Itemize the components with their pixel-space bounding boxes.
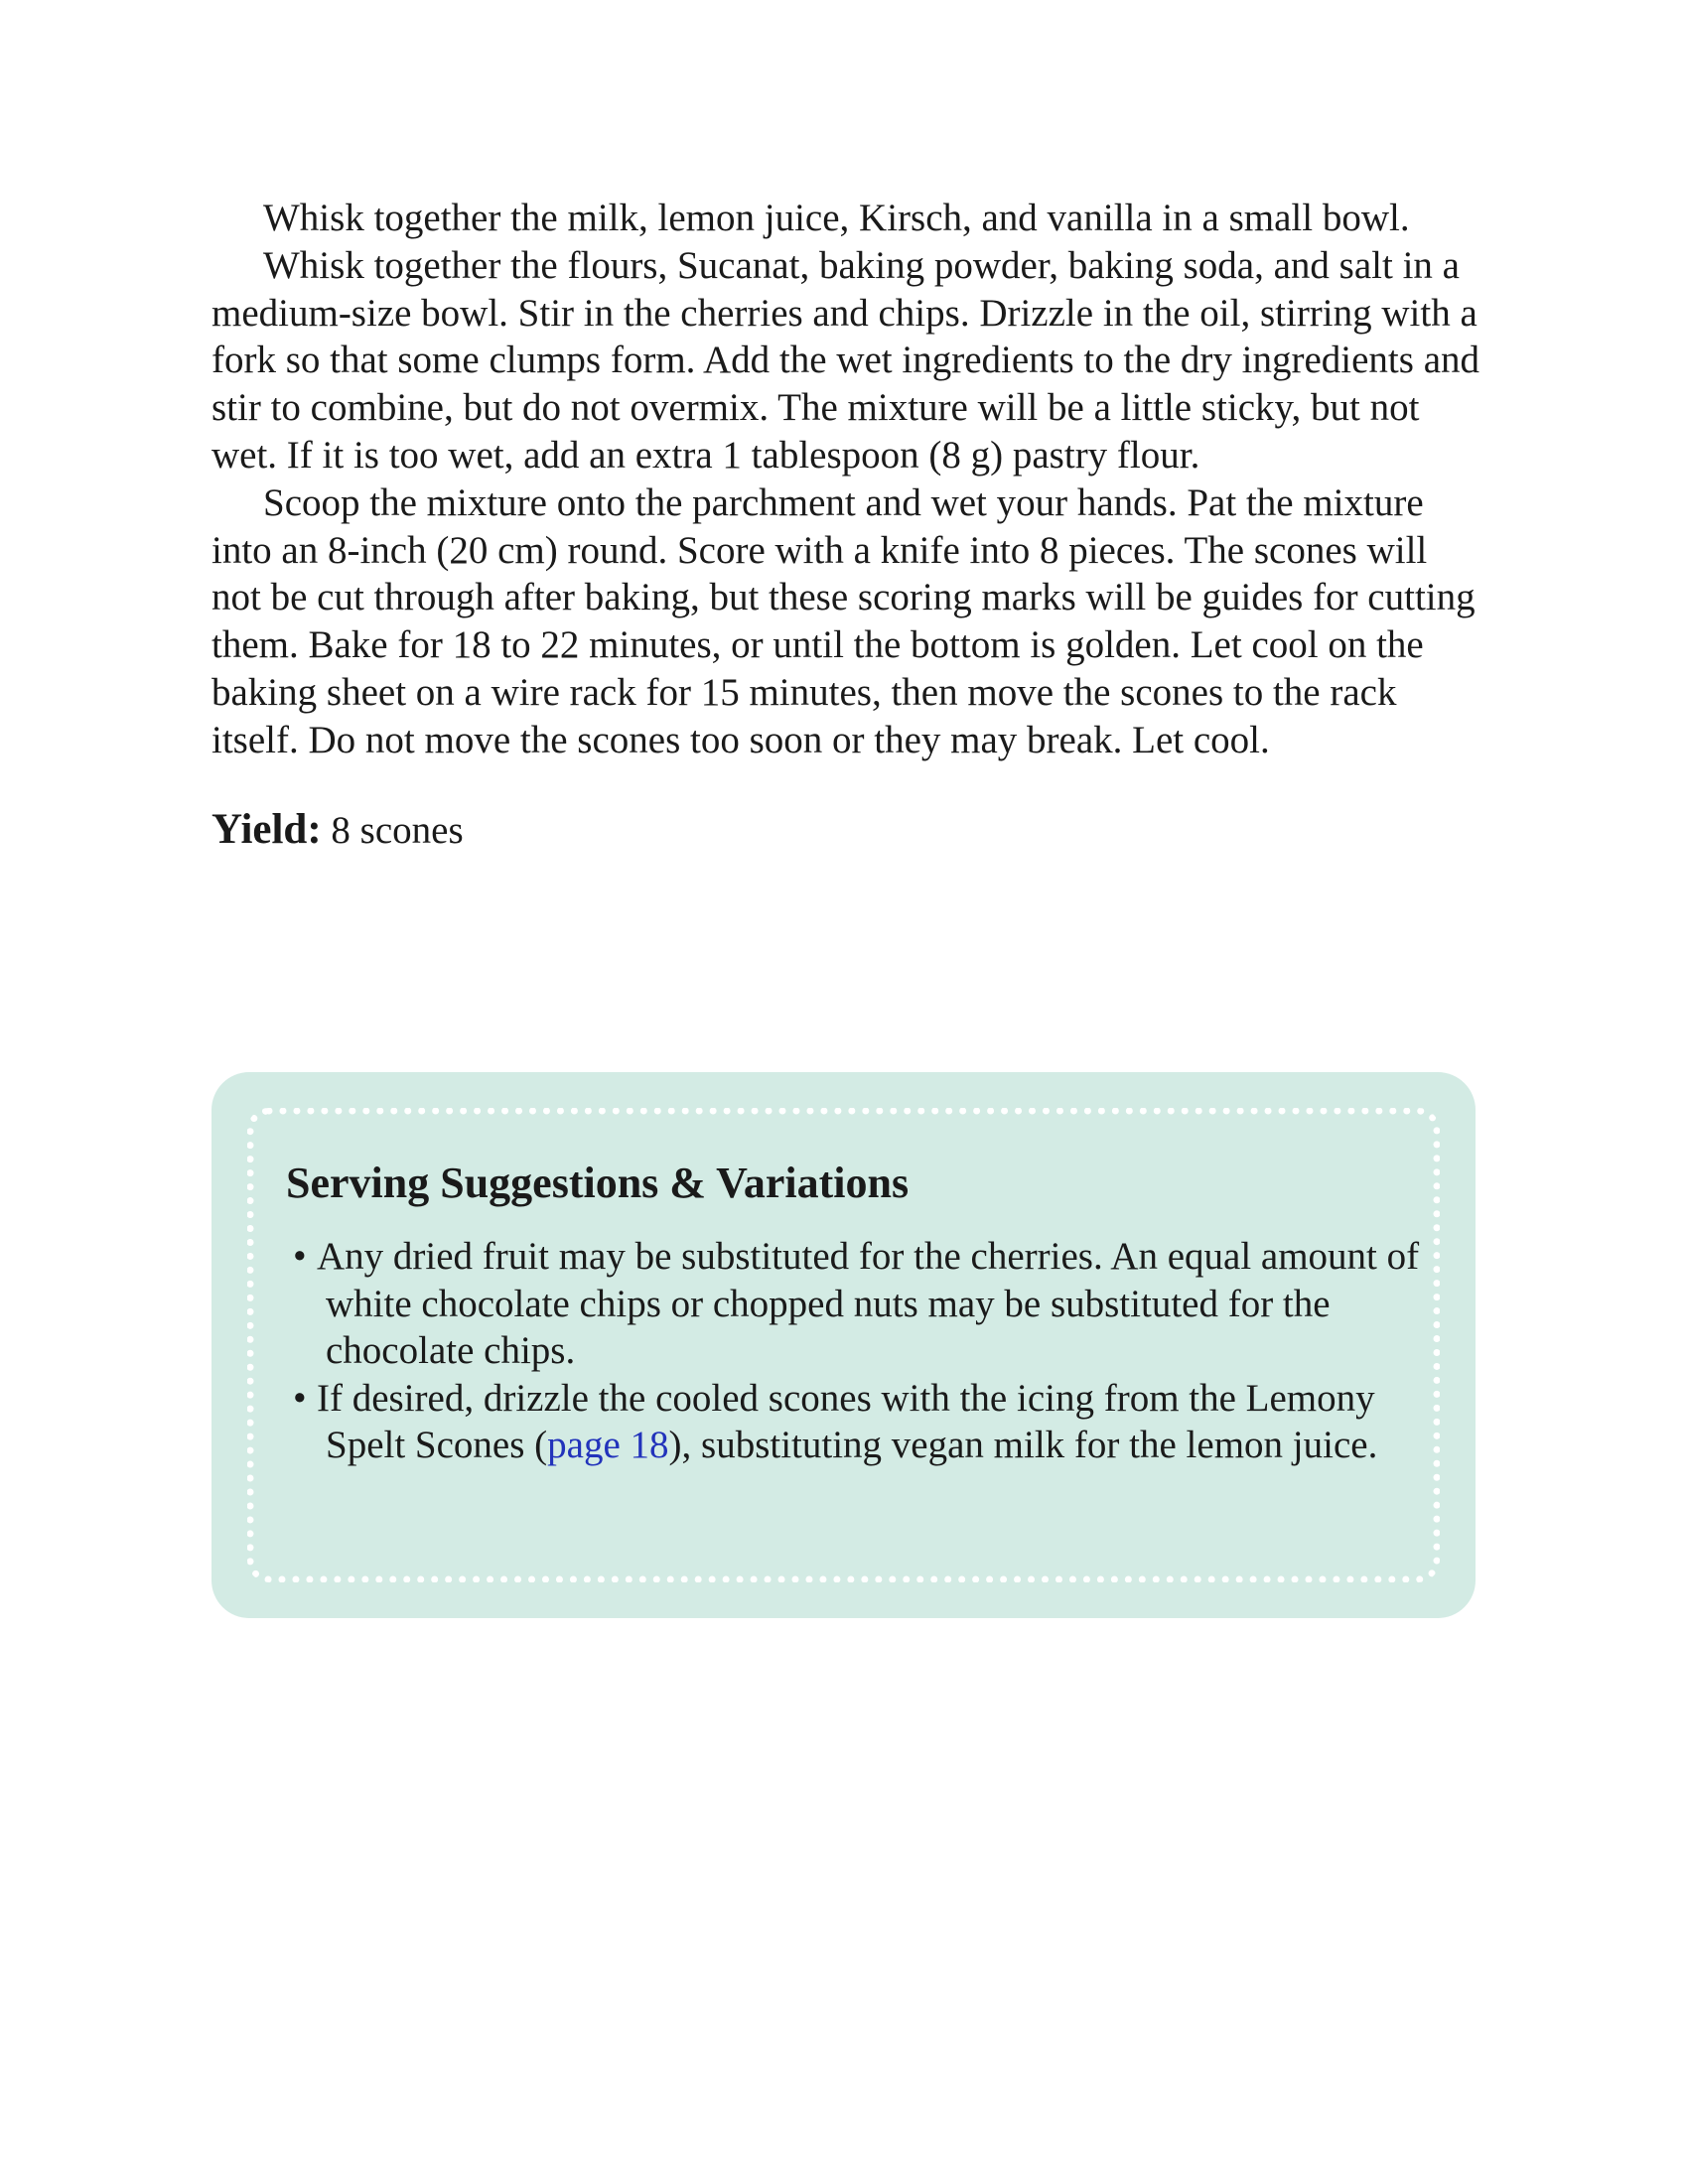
suggestion-text-2-before: If desired, drizzle the cooled scones with the icing from the Lemony Spelt Scones ( [317,1376,1375,1467]
yield-label: Yield: [211,805,322,853]
page-18-link[interactable]: page 18 [547,1424,669,1467]
instruction-paragraph-3: Scoop the mixture onto the parchment and wet your hands. Pat the mixture into an 8-inch (20 cm) round. Score with a knife into 8 pieces. The scones will not be cut through after baking, but these scoring marks will be guides for cutting them. Bake for 18 to 22 minutes, or until the bottom is golden. Let cool on the baking sheet on a wire rack for 15 minutes, then move the scones to the rack itself. Do not move the scones too soon or they may break. Let cool. [211,480,1476,761]
suggestion-text-1: Any dried fruit may be substituted for the cherries. An equal amount of white chocolate chips or chopped nuts may be substituted for the chocolate chips. [317,1235,1420,1373]
instruction-paragraph-1: Whisk together the milk, lemon juice, Kirsch, and vanilla in a small bowl. [263,197,1410,239]
bullet: • [293,1376,307,1420]
bullet: • [293,1235,307,1278]
list-item [293,1233,1425,1375]
yield-value: 8 scones [331,808,464,852]
serving-suggestions-box [211,1072,1476,1618]
list-item [293,1375,1425,1469]
sidebar-title: Serving Suggestions & Variations [286,1159,910,1207]
yield-line [211,806,1482,855]
suggestion-text-2-after: ), substituting vegan milk for the lemon juice. [668,1424,1378,1467]
instruction-paragraph-2: Whisk together the flours, Sucanat, baking powder, baking soda, and salt in a medium-size bowl. Stir in the cherries and chips. Drizzle in the oil, stirring with a fork so that some clumps form. Add the wet ingredients to the dry ingredients and stir to combine, but do not overmix. The mixture will be a little sticky, but not wet. If it is too wet, add an extra 1 tablespoon (8 g) pastry flour. [211,243,1480,477]
suggestions-list [293,1233,1425,1469]
recipe-body [211,195,1482,855]
